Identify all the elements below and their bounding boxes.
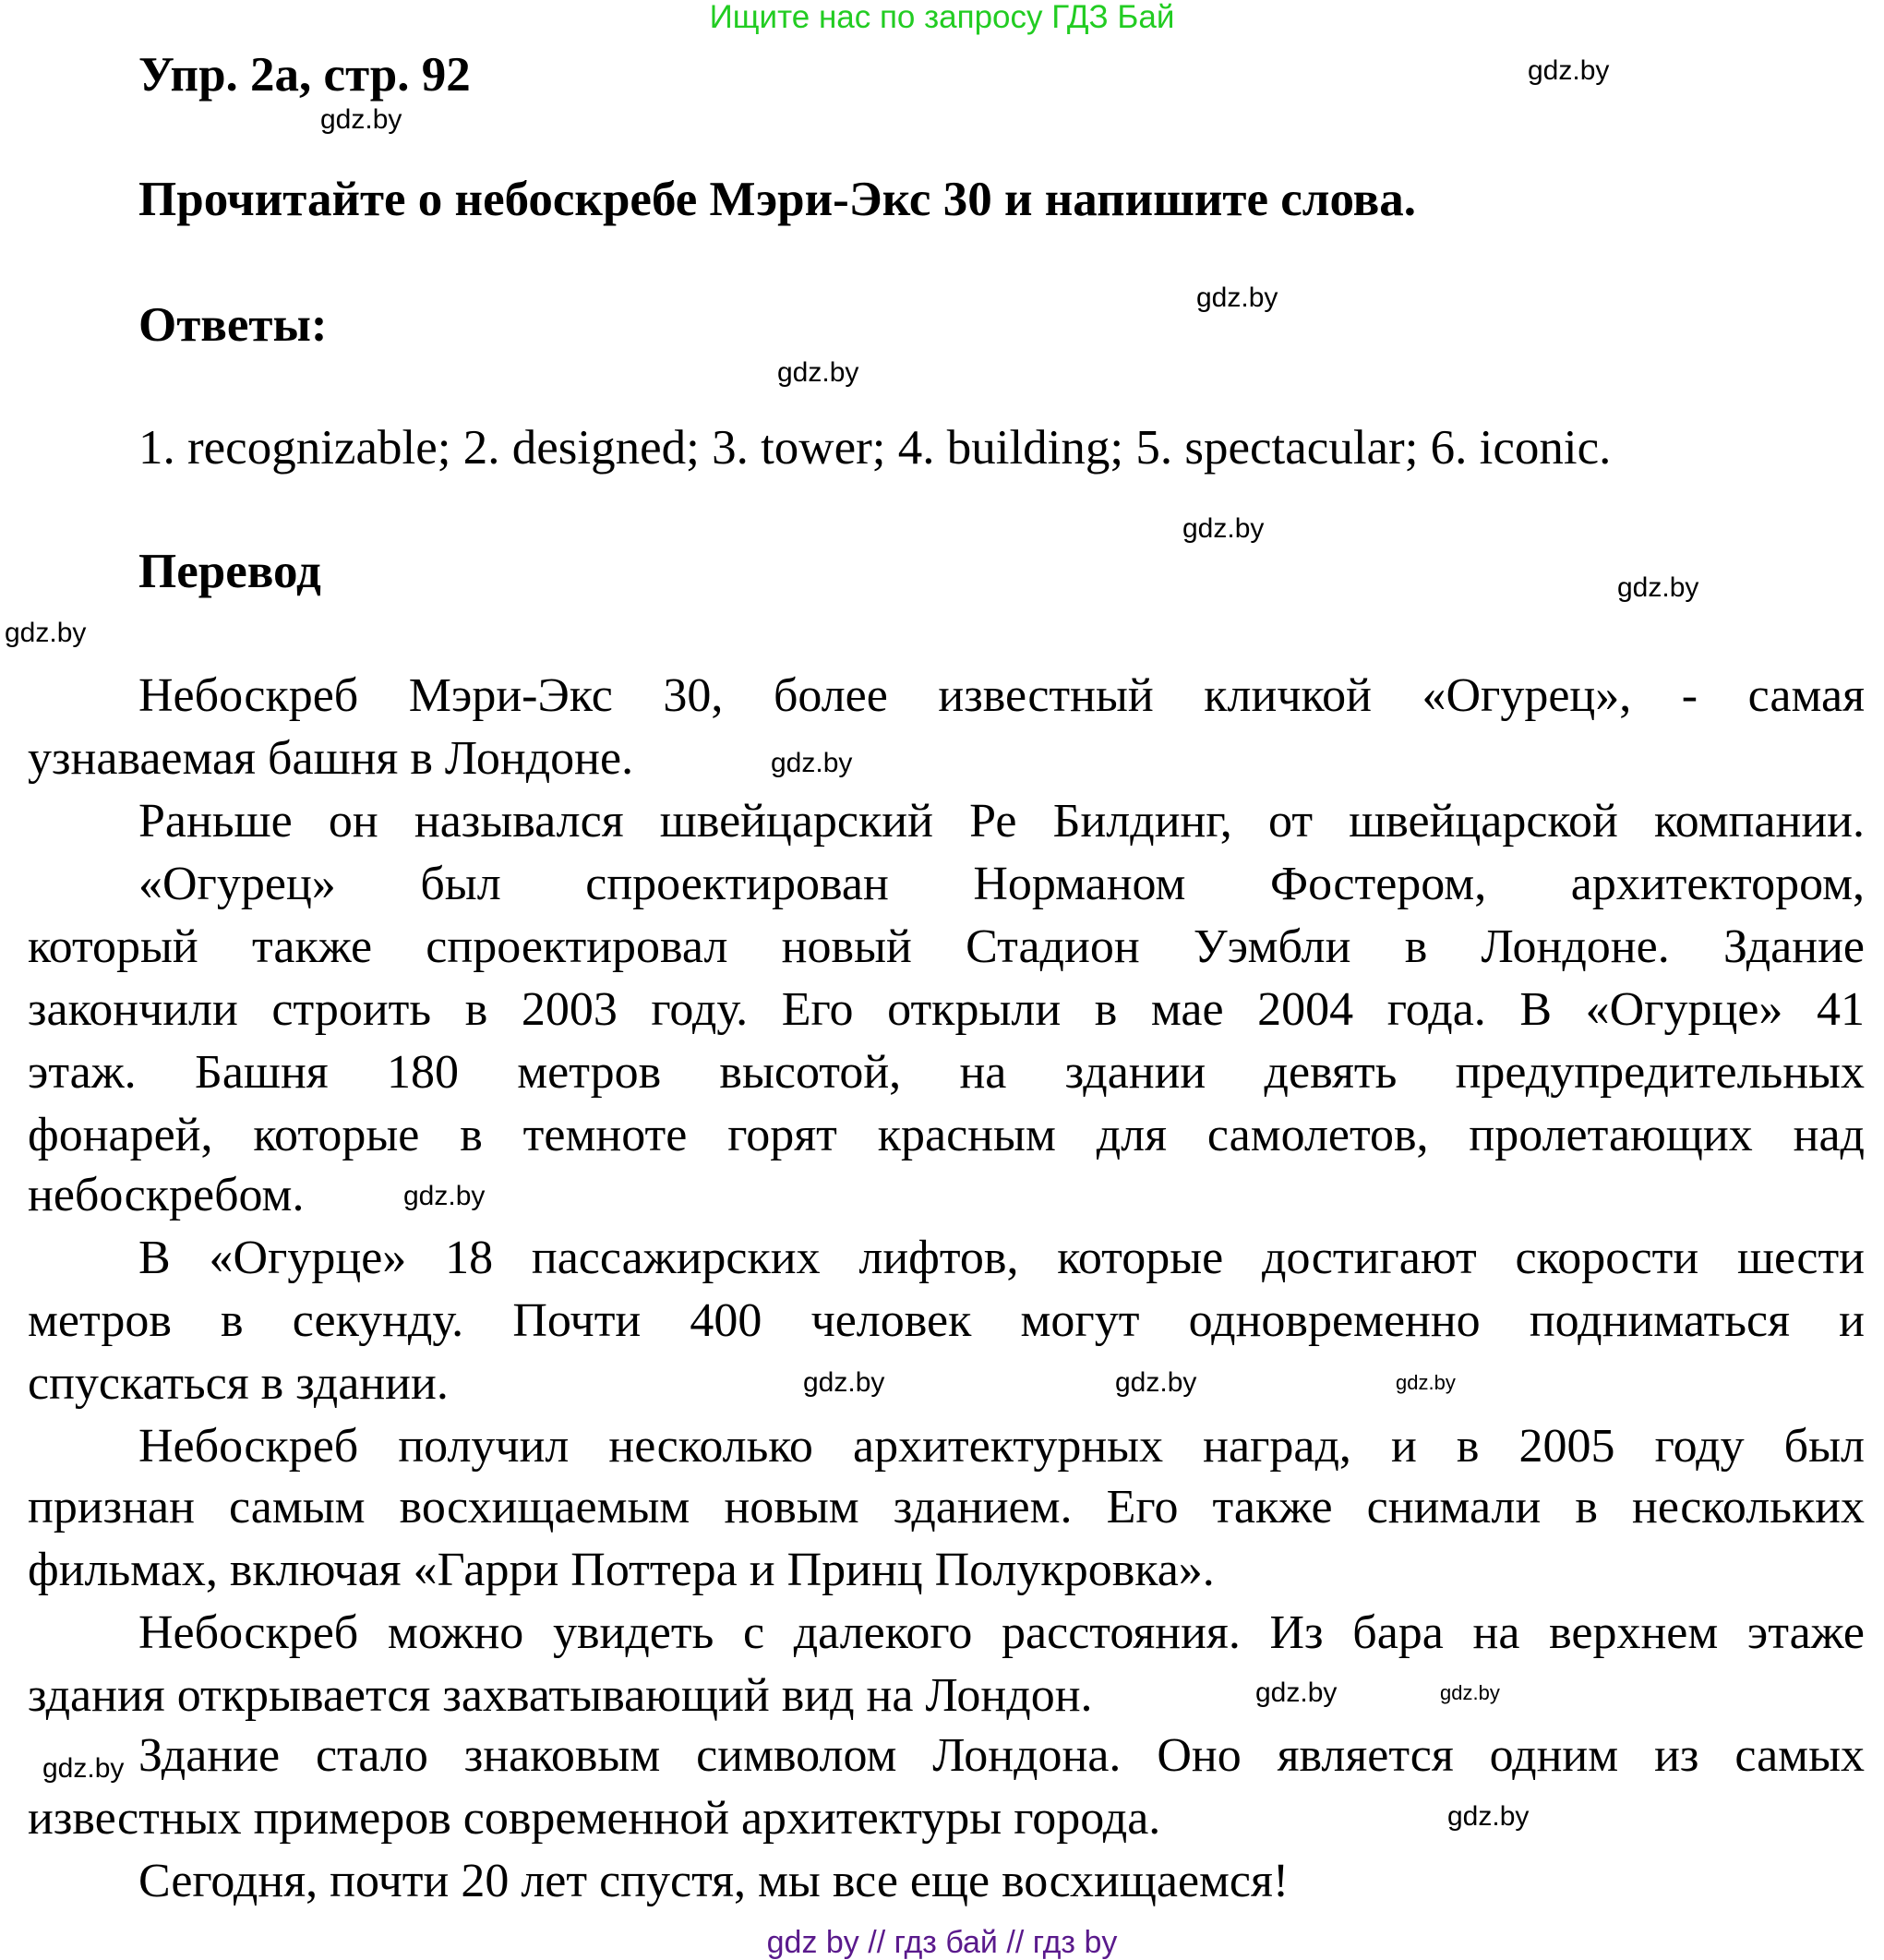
- watermark: gdz.by: [5, 618, 87, 648]
- translation-heading: Перевод: [138, 545, 321, 598]
- text-line: спускаться в здании.: [28, 1357, 449, 1410]
- answers-heading: Ответы:: [138, 298, 328, 352]
- text-line: «Огурец» был спроектирован Норманом Фостером, архитектором,: [138, 858, 1865, 910]
- watermark: gdz.by: [1396, 1371, 1456, 1394]
- watermark: gdz.by: [1115, 1367, 1197, 1398]
- text-line: небоскребом.: [28, 1169, 305, 1221]
- text-line: В «Огурце» 18 пассажирских лифтов, которые достигают скорости шести: [138, 1232, 1865, 1284]
- watermark: gdz.by: [1617, 572, 1699, 603]
- watermark: gdz.by: [803, 1367, 885, 1398]
- text-line: Небоскреб Мэри-Экс 30, более известный кличкой «Огурец», - самая: [138, 669, 1865, 722]
- text-line: признан самым восхищаемым новым зданием. Его также снимали в нескольких: [28, 1481, 1865, 1533]
- text-line: Небоскреб можно увидеть с далекого расстояния. Из бара на верхнем этаже: [138, 1606, 1865, 1659]
- answers-text: 1. recognizable; 2. designed; 3. tower; 4. building; 5. spectacular; 6. iconic.: [138, 421, 1612, 475]
- text-line: Небоскреб получил несколько архитектурных наград, и в 2005 году был: [138, 1420, 1865, 1473]
- text-line: закончили строить в 2003 году. Его открыли в мае 2004 года. В «Огурце» 41: [28, 983, 1865, 1036]
- text-line: этаж. Башня 180 метров высотой, на здании девять предупредительных: [28, 1046, 1865, 1099]
- text-line: фильмах, включая «Гарри Поттера и Принц Полукровка».: [28, 1544, 1215, 1596]
- watermark: gdz.by: [1196, 283, 1278, 313]
- text-line: Сегодня, почти 20 лет спустя, мы все еще восхищаемся!: [138, 1855, 1290, 1907]
- text-line: известных примеров современной архитектуры города.: [28, 1792, 1161, 1845]
- search-banner[interactable]: Ищите нас по запросу ГДЗ Бай: [709, 0, 1175, 35]
- instruction-heading: Прочитайте о небоскребе Мэри-Экс 30 и напишите слова.: [138, 173, 1417, 226]
- watermark: gdz.by: [1528, 55, 1610, 86]
- watermark: gdz.by: [1440, 1681, 1500, 1704]
- text-line: Раньше он назывался швейцарский Ре Билдинг, от швейцарской компании.: [138, 795, 1865, 848]
- text-line: фонарей, которые в темноте горят красным для самолетов, пролетающих над: [28, 1109, 1865, 1161]
- text-line: Здание стало знаковым символом Лондона. Оно является одним из самых: [138, 1729, 1865, 1782]
- watermark: gdz.by: [771, 748, 853, 778]
- text-line: здания открывается захватывающий вид на Лондон.: [28, 1669, 1093, 1722]
- watermark: gdz.by: [320, 104, 402, 135]
- watermark: gdz.by: [42, 1753, 125, 1784]
- watermark: gdz.by: [777, 357, 859, 388]
- exercise-title: Упр. 2а, стр. 92: [138, 48, 471, 102]
- watermark: gdz.by: [403, 1181, 486, 1211]
- footer-links[interactable]: gdz by // гдз бай // гдз by: [766, 1925, 1118, 1960]
- watermark: gdz.by: [1255, 1677, 1338, 1708]
- watermark: gdz.by: [1182, 513, 1265, 544]
- text-line: который также спроектировал новый Стадион Уэмбли в Лондоне. Здание: [28, 920, 1865, 973]
- text-line: метров в секунду. Почти 400 человек могут одновременно подниматься и: [28, 1294, 1865, 1347]
- text-line: узнаваемая башня в Лондоне.: [28, 732, 634, 785]
- watermark: gdz.by: [1447, 1801, 1530, 1832]
